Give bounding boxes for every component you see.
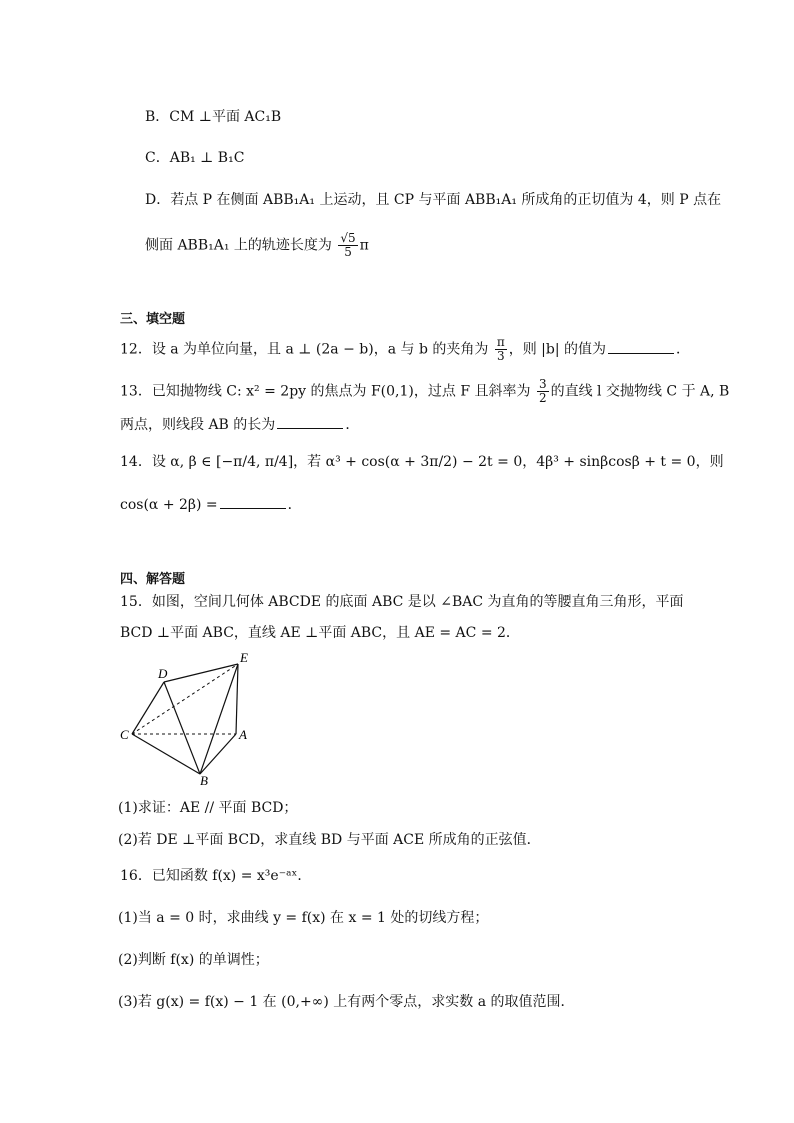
edge-db	[164, 682, 200, 774]
edge-dc	[132, 682, 164, 734]
question-15-line2: BCD ⊥平面 ABC，直线 AE ⊥平面 ABC，且 AE = AC = 2．	[120, 625, 520, 641]
edge-cb	[132, 734, 200, 774]
option-b: B．CM ⊥平面 AC₁B	[145, 109, 282, 125]
question-16-part3: (3)若 g(x) = f(x) − 1 在 (0,+∞) 上有两个零点，求实数 a 的取值范围．	[118, 994, 575, 1010]
geometry-figure	[112, 648, 262, 786]
edge-eb	[200, 664, 238, 774]
edge-ea	[236, 664, 238, 734]
q12-text-a: 12．设 a 为单位向量，且 a ⊥ (2a − b)，a 与 b 的夹角为	[120, 341, 489, 358]
label-c: C	[120, 727, 129, 742]
q14-end: ．	[287, 497, 302, 513]
label-b: B	[200, 773, 208, 786]
option-d-line1: D．若点 P 在侧面 ABB₁A₁ 上运动，且 CP 与平面 ABB₁A₁ 所成角的正切值为 4，则 P 点在	[145, 192, 722, 208]
question-15-part2: (2)若 DE ⊥平面 BCD，求直线 BD 与平面 ACE 所成角的正弦值．	[118, 832, 541, 848]
question-16-part1: (1)当 a = 0 时，求曲线 y = f(x) 在 x = 1 处的切线方程；	[118, 910, 489, 926]
label-a: A	[239, 727, 247, 742]
q13-text-a: 13．已知抛物线 C: x² = 2py 的焦点为 F(0,1)，过点 F 且斜率为	[120, 383, 531, 400]
question-13-line2	[120, 414, 359, 435]
option-d-prefix: 侧面 ABB₁A₁ 上的轨迹长度为	[145, 237, 332, 254]
edge-ce-dashed	[132, 664, 238, 734]
edge-de	[164, 664, 238, 682]
q13-num: 3	[538, 377, 547, 391]
question-15-part1: (1)求证：AE // 平面 BCD；	[118, 800, 298, 816]
option-d-line2	[145, 232, 369, 259]
q14-answer-blank[interactable]	[220, 494, 286, 509]
section-4-title: 四、解答题	[120, 572, 186, 587]
q13-answer-blank[interactable]	[277, 414, 343, 429]
question-16-part2: (2)判断 f(x) 的单调性；	[118, 952, 269, 968]
section-3-title: 三、填空题	[120, 312, 186, 327]
q12-text-b: ，则 |b| 的值为	[508, 341, 606, 358]
q13-text-c: 两点，则线段 AB 的长为	[120, 417, 276, 433]
q12-end: ．	[676, 341, 690, 358]
question-14-line2	[120, 494, 302, 515]
q12-answer-blank[interactable]	[608, 339, 674, 354]
q13-den: 2	[538, 391, 547, 405]
edge-ab	[200, 734, 236, 774]
option-d-num: √5	[340, 231, 356, 245]
question-16: 16．已知函数 f(x) = x³e⁻ᵃˣ．	[120, 868, 312, 884]
q12-num: π	[496, 335, 505, 349]
q13-fraction	[537, 378, 549, 405]
question-12	[120, 336, 690, 363]
option-d-fraction	[338, 232, 357, 259]
label-e: E	[240, 650, 248, 665]
option-d-suffix: π	[359, 237, 369, 254]
question-15-line1: 15．如图，空间几何体 ABCDE 的底面 ABC 是以 ∠BAC 为直角的等腰直角三角形，平面	[120, 594, 684, 610]
q12-den: 3	[496, 349, 505, 363]
option-d-den: 5	[344, 245, 352, 259]
option-c: C．AB₁ ⊥ B₁C	[145, 150, 245, 166]
q13-end: ．	[345, 417, 360, 433]
label-d: D	[158, 666, 168, 681]
q12-fraction	[495, 336, 507, 363]
q13-text-b: 的直线 l 交抛物线 C 于 A, B	[550, 383, 730, 400]
question-14-line1: 14．设 α, β ∈ [−π/4, π/4]，若 α³ + cos(α + 3π/2) − 2t = 0，4β³ + sinβcosβ + t = 0，则	[120, 454, 724, 470]
question-13-line1	[120, 378, 729, 405]
q14-text-b: cos(α + 2β) =	[120, 497, 218, 513]
